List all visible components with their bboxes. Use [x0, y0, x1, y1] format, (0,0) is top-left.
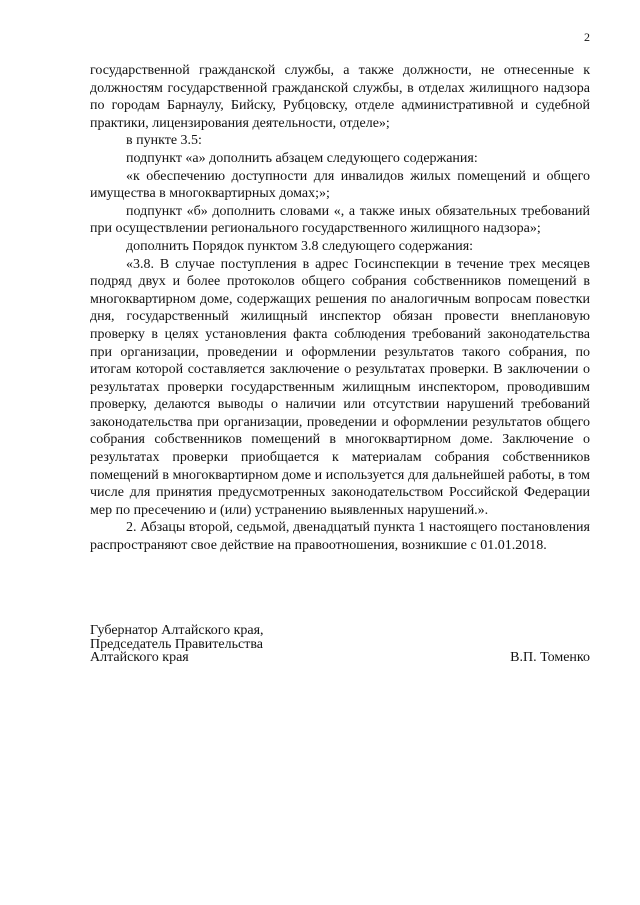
signer-title-line-1: Губернатор Алтайского края, [90, 623, 264, 638]
paragraph-continuation: государственной гражданской службы, а также должности, не отнесенные к должностям государственной гражданской службы, в отделах жилищного надзора по городам Барнаулу, Бийску, Рубцовску, отделе административной и судебной практики, лицензирования деятельности, отделе»; [90, 63, 590, 131]
document-body [90, 62, 590, 555]
page-number: 2 [584, 30, 590, 44]
paragraph-item-3-8-text: «3.8. В случае поступления в адрес Госинспекции в течение трех месяцев подряд двух и более протоколов общего собрания собственников помещений в многоквартирном доме, содержащих решения по аналогичным вопросам повестки дня, государственный жилищный инспектор обязан провести внеплановую проверку в целях установления факта соблюдения требований законодательства при организации, проведении и оформлении результатов такого собрания, по итогам которой составляется заключение о результатах проверки. В заключении о результатах проверки государственным жилищным инспектором, проводившим проверку, делаются выводы о наличии или отсутствии нарушений требований законодательства при организации, проведении и оформлении результатов общего собрания собственников помещений в многоквартирном доме. Заключение о результатах проверки приобщается к материалам собрания собственников помещений в многоквартирном доме и используется для дальнейшей работы, в том числе для принятия предусмотренных законодательством Российской Федерации мер по пресечению и (или) устранению выявленных нарушений.». [90, 256, 590, 518]
signer-name: В.П. Томенко [510, 650, 590, 665]
signer-title-line-2: Председатель Правительства [90, 636, 263, 652]
paragraph-subitem-a: подпункт «а» дополнить абзацем следующего содержания: [126, 150, 478, 166]
paragraph-add-item-3-8: дополнить Порядок пунктом 3.8 следующего содержания: [126, 238, 474, 254]
paragraph-section-2: 2. Абзацы второй, седьмой, двенадцатый пункта 1 настоящего постановления распространяют свое действие на правоотношения, возникшие с 01.01.2018. [90, 520, 590, 554]
paragraph-item-3-5: в пункте 3.5: [126, 133, 202, 149]
signature-block [90, 624, 590, 665]
paragraph-quote-a: «к обеспечению доступности для инвалидов жилых помещений и общего имущества в многоквартирных домах;»; [90, 168, 590, 202]
paragraph-subitem-b: подпункт «б» дополнить словами «, а также иных обязательных требований при осуществлении регионального государственного жилищного надзора»; [90, 203, 590, 237]
signer-title-line-3: Алтайского края [90, 650, 189, 665]
